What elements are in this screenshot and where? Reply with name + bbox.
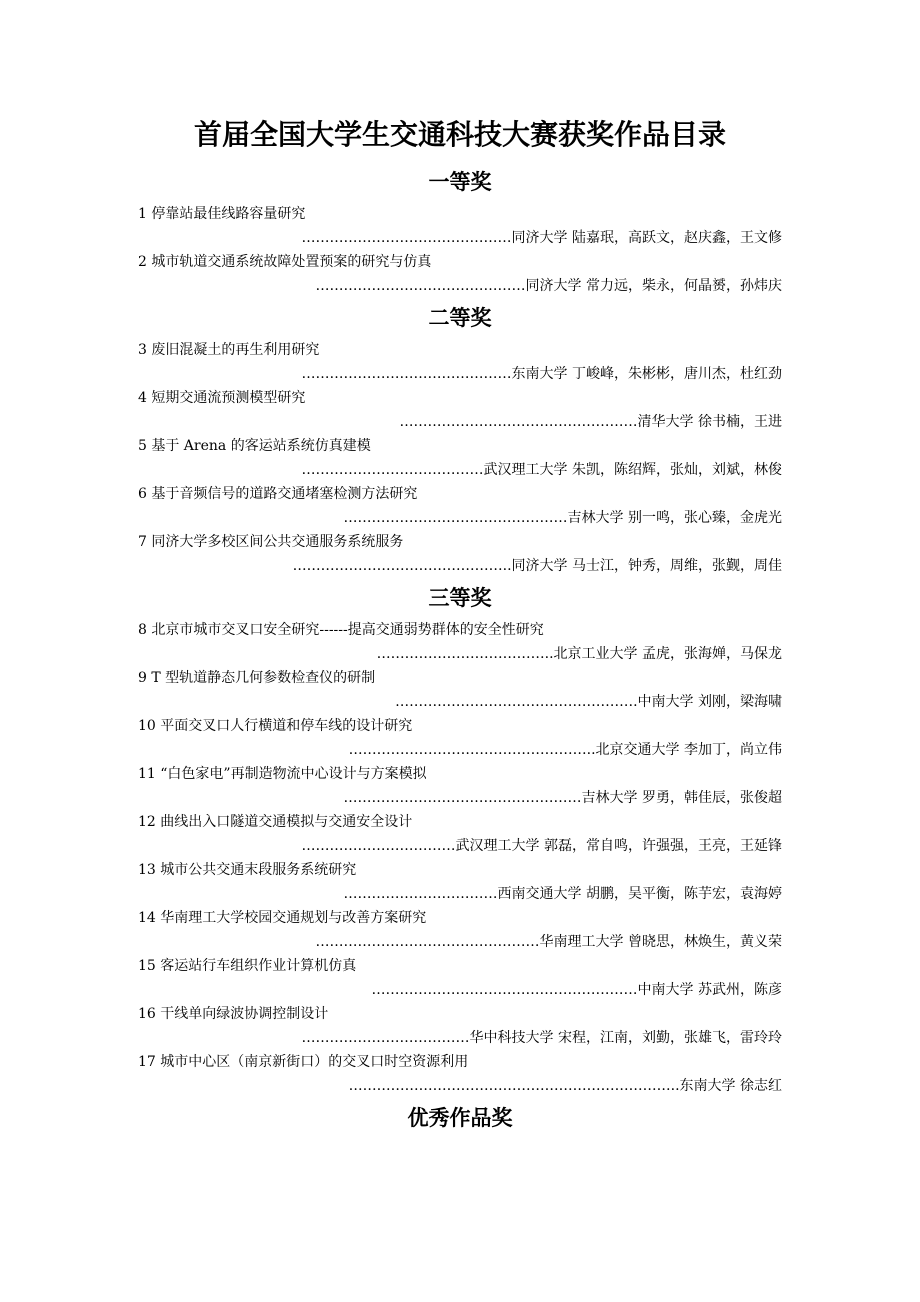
section-second-prize: [138, 298, 782, 578]
entry-title: 5 基于 Arena 的客运站系统仿真建模: [138, 438, 371, 454]
award-entry: [138, 714, 782, 762]
entry-title: 1 停靠站最佳线路容量研究: [138, 206, 306, 222]
entry-credit: ………………………………………同济大学 常力远，柴永，何晶赟，孙炜庆: [315, 278, 782, 294]
entry-title: 2 城市轨道交通系统故障处置预案的研究与仿真: [138, 254, 432, 270]
section-heading: 三等奖: [428, 585, 492, 610]
entry-credit: ………………………………..北京工业大学 孟虎，张海婵，马保龙: [376, 646, 782, 662]
section-heading: 二等奖: [428, 305, 492, 330]
section-heading: 一等奖: [428, 169, 492, 194]
award-entry: [138, 618, 782, 666]
entry-title: 6 基于音频信号的道路交通堵塞检测方法研究: [138, 486, 418, 502]
entry-title: 14 华南理工大学校园交通规划与改善方案研究: [138, 910, 427, 926]
entry-title: 15 客运站行车组织作业计算机仿真: [138, 958, 357, 974]
entry-credit: ………………………………………同济大学 陆嘉珉，高跃文，赵庆鑫，王文修: [301, 230, 782, 246]
entry-credit: …………………………………………….中南大学 刘刚，梁海啸: [395, 694, 782, 710]
entry-credit: ………………………………华中科技大学 宋程，江南，刘勤，张雄飞，雷玲玲: [301, 1030, 782, 1046]
award-entry: [138, 666, 782, 714]
entry-title: 4 短期交通流预测模型研究: [138, 390, 306, 406]
award-entry: [138, 906, 782, 954]
award-entry: [138, 762, 782, 810]
award-entry: [138, 482, 782, 530]
section-first-prize: [138, 162, 782, 298]
entry-credit: ……………………………武汉理工大学 郭磊，常自鸣，许强强，王亮，王延锋: [301, 838, 782, 854]
award-entry: [138, 1050, 782, 1098]
entry-credit: ……………………………………………清华大学 徐书楠，王进: [399, 414, 782, 430]
award-entry: [138, 338, 782, 386]
entry-title: 8 北京市城市交叉口安全研究------提高交通弱势群体的安全性研究: [138, 622, 544, 638]
entry-credit: ……………………………………………吉林大学 罗勇，韩佳辰，张俊超: [343, 790, 782, 806]
section-heading: 优秀作品奖: [407, 1105, 513, 1130]
entry-credit: ………………………………………..同济大学 马士江，钟秀，周维，张觐，周佳: [292, 558, 782, 574]
entry-credit: ……………………………西南交通大学 胡鹏，吴平衡，陈芋宏，袁海婷: [343, 886, 782, 902]
section-excellent-work: [138, 1098, 782, 1138]
entry-credit: …………………………………………吉林大学 别一鸣，张心臻，金虎光: [343, 510, 782, 526]
entry-credit: …………………………………………华南理工大学 曾晓思，林焕生，黄义荣: [315, 934, 782, 950]
entry-credit: …………………………………武汉理工大学 朱凯，陈绍辉，张灿，刘斌，林俊: [301, 462, 782, 478]
award-entry: [138, 1002, 782, 1050]
entry-title: 17 城市中心区（南京新街口）的交叉口时空资源利用: [138, 1054, 469, 1070]
document-page: [138, 112, 782, 1138]
award-entry: [138, 858, 782, 906]
award-entry: [138, 530, 782, 578]
award-entry: [138, 250, 782, 298]
entry-title: 12 曲线出入口隧道交通模拟与交通安全设计: [138, 814, 413, 830]
entry-title: 7 同济大学多校区间公共交通服务系统服务: [138, 534, 404, 550]
award-entry: [138, 202, 782, 250]
entry-title: 11 “白色家电”再制造物流中心设计与方案模拟: [138, 766, 427, 782]
award-entry: [138, 386, 782, 434]
award-entry: [138, 810, 782, 858]
award-entry: [138, 954, 782, 1002]
entry-title: 9 T 型轨道静态几何参数检查仪的研制: [138, 670, 376, 686]
entry-title: 3 废旧混凝土的再生利用研究: [138, 342, 320, 358]
document-title: 首届全国大学生交通科技大赛获奖作品目录: [193, 118, 726, 151]
entry-title: 10 平面交叉口人行横道和停车线的设计研究: [138, 718, 413, 734]
section-third-prize: [138, 578, 782, 1098]
entry-title: 13 城市公共交通末段服务系统研究: [138, 862, 357, 878]
entry-title: 16 干线单向绿波协调控制设计: [138, 1006, 329, 1022]
entry-credit: ……………………………………………………………..东南大学 徐志红: [348, 1078, 782, 1094]
entry-credit: ……………………………………………..北京交通大学 李加丁，尚立伟: [348, 742, 782, 758]
award-entry: [138, 434, 782, 482]
entry-credit: ………………………………………东南大学 丁峻峰，朱彬彬，唐川杰，杜红劲: [301, 366, 782, 382]
entry-credit: …………………………………………………中南大学 苏武州，陈彦: [371, 982, 782, 998]
